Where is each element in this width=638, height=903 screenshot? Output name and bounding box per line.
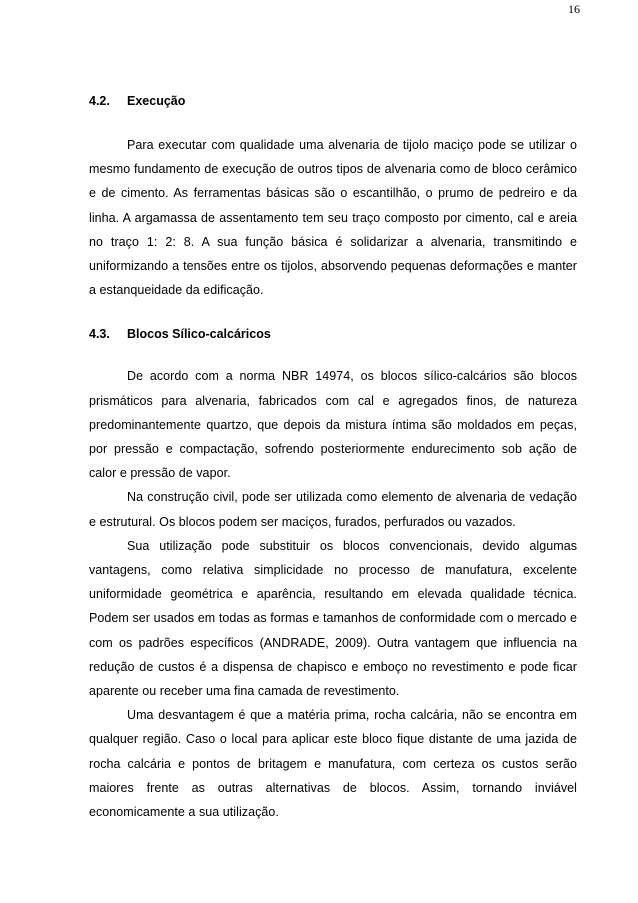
page-number: 16	[568, 2, 580, 16]
paragraph: Uma desvantagem é que a matéria prima, rocha calcária, não se encontra em qualquer região. Caso o local para aplicar este bloco fique distante de uma jazida de rocha calcária e pontos de britagem e manufatura, com certeza os custos serão maiores frente as outras alternativas de blocos. Assim, tornando inviável economicamente a sua utilização.	[89, 708, 577, 820]
paragraph: Sua utilização pode substituir os blocos convencionais, devido algumas vantagens, como relativa simplicidade no processo de manufatura, excelente uniformidade geométrica e aparência, resultando em elevada qualidade técnica. Podem ser usados em todas as formas e tamanhos de conformidade com o mercado e com os padrões específicos (ANDRADE, 2009). Outra vantagem que influencia na redução de custos é a dispensa de chapisco e emboço no revestimento e pode ficar aparente ou receber uma fina camada de revestimento.	[89, 538, 577, 699]
section-number: 4.2.	[89, 94, 110, 108]
section-title: Blocos Sílico-calcáricos	[127, 327, 271, 342]
section-title: Execução	[127, 94, 186, 108]
document-body	[89, 91, 577, 824]
paragraph: Na construção civil, pode ser utilizada como elemento de alvenaria de vedação e estrutural. Os blocos podem ser maciços, furados, perfurados ou vazados.	[89, 490, 577, 529]
section-number: 4.3.	[89, 327, 110, 342]
section-heading-execucao	[89, 91, 577, 111]
paragraph: Para executar com qualidade uma alvenaria de tijolo maciço pode se utilizar o mesmo fundamento de execução de outros tipos de alvenaria como de bloco cerâmico e de cimento. As ferramentas básicas são o escantilhão, o prumo de pedreiro e da linha. A argamassa de assentamento tem seu traço composto por cimento, cal e areia no traço 1: 2: 8. A sua função básica é solidarizar a alvenaria, transmitindo e uniformizando a tensões entre os tijolos, absorvendo pequenas deformações e manter a estanqueidade da edificação.	[89, 138, 577, 298]
paragraph: De acordo com a norma NBR 14974, os blocos sílico-calcários são blocos prismáticos para alvenaria, fabricados com cal e agregados finos, de natureza predominantemente quartzo, que depois da mistura íntima são moldados em peças, por pressão e compactação, sofrendo posteriormente endurecimento sob ação de calor e pressão de vapor.	[89, 369, 577, 481]
section-heading-blocos-silico-calcaricos	[89, 324, 577, 344]
